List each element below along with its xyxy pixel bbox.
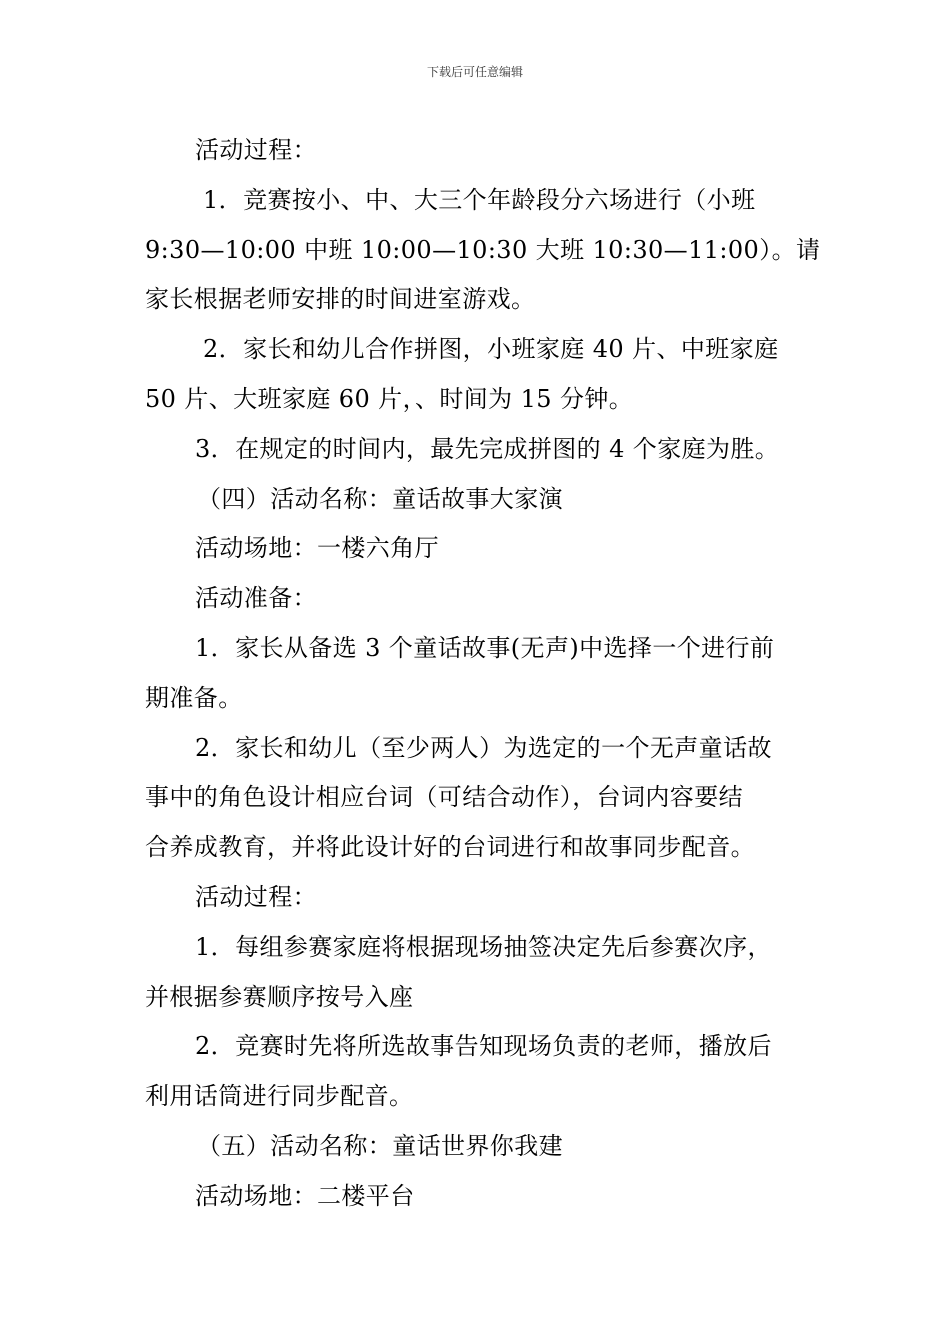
- paragraph-line: 合养成教育，并将此设计好的台词进行和故事同步配音。: [145, 833, 755, 862]
- paragraph-line: 利用话筒进行同步配音。: [145, 1082, 414, 1111]
- paragraph-line: 9:30—10:00 中班 10:00—10:30 大班 10:30—11:00）。请: [145, 235, 821, 264]
- paragraph-puzzle-rules: 2．家长和幼儿合作拼图，小班家庭 40 片、中班家庭: [203, 335, 779, 364]
- paragraph-activity-process-heading-2: 活动过程：: [195, 882, 317, 911]
- paragraph-preparation-heading: 活动准备：: [195, 584, 317, 613]
- paragraph-line: 期准备。: [145, 683, 243, 712]
- page-header: 下载后可任意编辑: [426, 65, 523, 79]
- paragraph-line: 事中的角色设计相应台词（可结合动作），台词内容要结: [145, 783, 743, 812]
- section-heading-four: （四）活动名称：童话故事大家演: [197, 484, 563, 513]
- paragraph-process-item-2: 2．竞赛时先将所选故事告知现场负责的老师，播放后: [195, 1032, 772, 1061]
- paragraph-line: 50 片、大班家庭 60 片，、时间为 15 分钟。: [145, 384, 634, 413]
- document-body: [145, 126, 821, 1222]
- paragraph-prep-item-1: 1．家长从备选 3 个童话故事(无声)中选择一个进行前: [195, 633, 775, 662]
- paragraph-winning-rule: 3．在规定的时间内，最先完成拼图的 4 个家庭为胜。: [195, 434, 780, 463]
- section-heading-five: （五）活动名称：童话世界你我建: [197, 1131, 563, 1160]
- paragraph-prep-item-2: 2．家长和幼儿（至少两人）为选定的一个无声童话故: [195, 733, 772, 762]
- paragraph-line: 家长根据老师安排的时间进室游戏。: [145, 285, 536, 314]
- paragraph-process-item-1: 1．每组参赛家庭将根据现场抽签决定先后参赛次序，: [195, 932, 772, 961]
- paragraph-competition-schedule: 1．竞赛按小、中、大三个年龄段分六场进行（小班: [203, 185, 756, 214]
- paragraph-activity-process-heading: 活动过程：: [195, 136, 317, 164]
- paragraph-line: 并根据参赛顺序按号入座: [145, 982, 414, 1011]
- paragraph-venue-2: 活动场地：二楼平台: [195, 1181, 415, 1210]
- paragraph-venue: 活动场地：一楼六角厅: [195, 534, 439, 563]
